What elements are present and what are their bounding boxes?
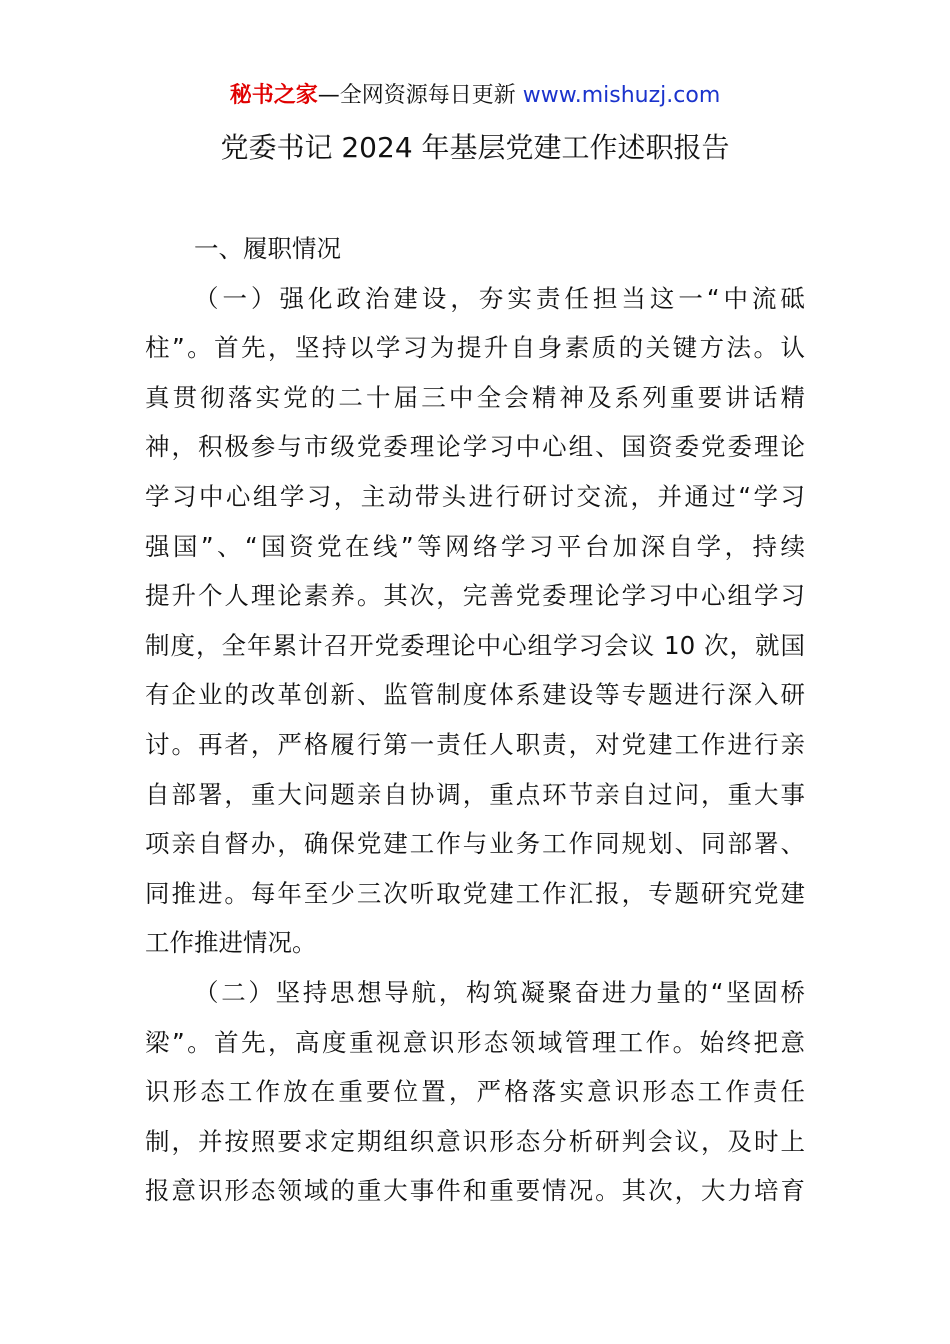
- site-tagline: —全网资源每日更新: [317, 83, 523, 108]
- document-body: [145, 224, 805, 1216]
- paragraph-line: 同推进。每年至少三次听取党建工作汇报，专题研究党建: [145, 878, 805, 908]
- paragraph-line: 强国”、“国资党在线”等网络学习平台加深自学，持续: [145, 531, 805, 561]
- site-brand: 秘书之家: [229, 83, 318, 108]
- site-header: [0, 80, 950, 112]
- paragraph-line: 工作推进情况。: [145, 928, 317, 958]
- paragraph-line: 项亲自督办，确保党建工作与业务工作同规划、同部署、: [145, 829, 805, 859]
- paragraph-line: 有企业的改革创新、监管制度体系建设等专题进行深入研: [145, 680, 805, 710]
- site-url-link[interactable]: www.mishuzj.com: [522, 83, 721, 108]
- paragraph-line: 讨。再者，严格履行第一责任人职责，对党建工作进行亲: [145, 729, 805, 759]
- document-title: 党委书记 2024 年基层党建工作述职报告: [220, 131, 730, 164]
- paragraph-line: 制，并按照要求定期组织意识形态分析研判会议，及时上: [145, 1126, 805, 1156]
- paragraph-line: 自部署，重大问题亲自协调，重点环节亲自过问，重大事: [145, 779, 805, 809]
- section-heading: 一、履职情况: [194, 234, 341, 263]
- paragraph-line: 真贯彻落实党的二十届三中全会精神及系列重要讲话精: [145, 382, 805, 412]
- paragraph-line: 提升个人理论素养。其次，完善党委理论学习中心组学习: [145, 581, 805, 611]
- paragraph-line: 报意识形态领域的重大事件和重要情况。其次，大力培育: [145, 1176, 805, 1206]
- paragraph-line: 学习中心组学习，主动带头进行研讨交流，并通过“学习: [145, 481, 805, 511]
- paragraph-line: （一）强化政治建设，夯实责任担当这一“中流砥: [194, 283, 805, 313]
- paragraph-line: 神，积极参与市级党委理论学习中心组、国资委党委理论: [145, 432, 805, 462]
- paragraph-line: 制度，全年累计召开党委理论中心组学习会议 10 次，就国: [145, 630, 805, 660]
- paragraph-line: 识形态工作放在重要位置，严格落实意识形态工作责任: [145, 1077, 805, 1107]
- paragraph-line: 梁”。首先，高度重视意识形态领域管理工作。始终把意: [145, 1027, 805, 1057]
- paragraph-line: 柱”。首先，坚持以学习为提升自身素质的关键方法。认: [145, 333, 805, 363]
- paragraph-line: （二）坚持思想导航，构筑凝聚奋进力量的“坚固桥: [194, 977, 805, 1007]
